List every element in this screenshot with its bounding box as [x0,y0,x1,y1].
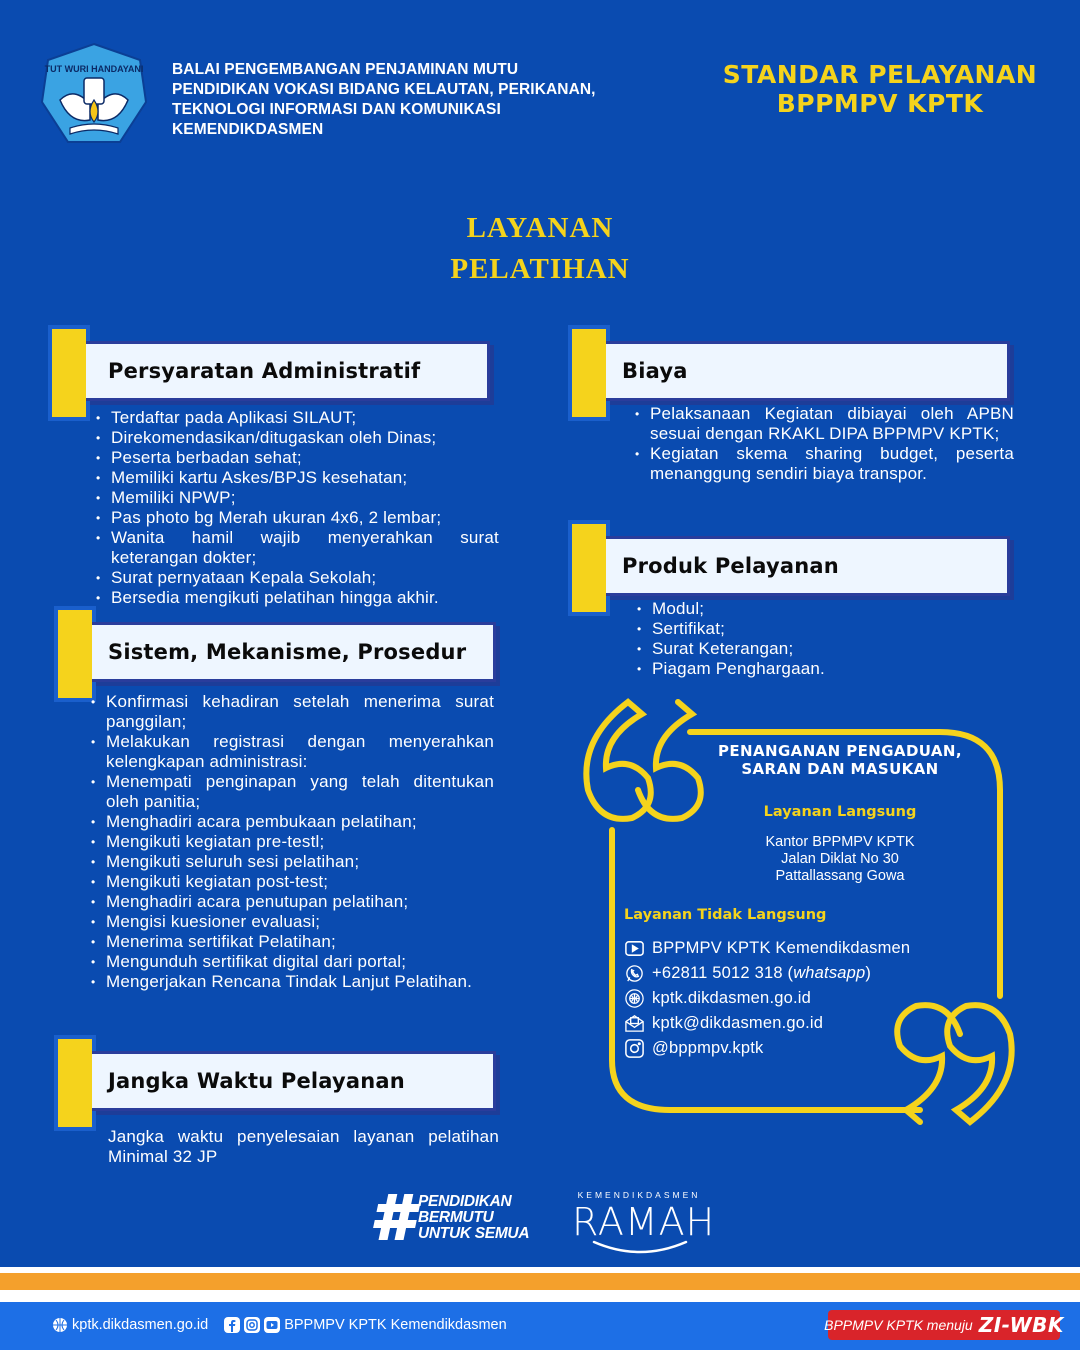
slogan-line: UNTUK SEMUA [418,1225,530,1242]
contact-whatsapp[interactable] [624,961,910,986]
footer-social-handle[interactable]: BPPMPV KPTK Kemendikdasmen [284,1317,507,1333]
section-header-box [92,622,496,682]
slogan-line: BERMUTU [418,1209,494,1226]
list-item: • Mengikuti seluruh sesi pelatihan; [91,852,494,872]
list-item: • Surat pernyataan Kepala Sekolah; [96,568,499,588]
slogan-line: PENDIDIKAN [418,1193,512,1210]
sistem-list [91,692,494,992]
section-title: Sistem, Mekanisme, Prosedur [108,640,467,664]
org-line: BALAI PENGEMBANGAN PENJAMINAN MUTU [172,61,519,78]
list-item: • Piagam Penghargaan. [637,659,1016,679]
indirect-service-label: Layanan Tidak Langsung [624,907,827,923]
footer-stripe [0,1290,1080,1302]
section-header-box [92,1051,496,1111]
youtube-icon [624,938,645,959]
instagram-icon [624,1038,645,1059]
address-line: Kantor BPPMPV KPTK [765,834,915,850]
list-item: • Menghadiri acara pembukaan pelatihan; [91,812,494,832]
contact-email[interactable] [624,1011,910,1036]
contact-text: kptk@dikdasmen.go.id [652,1014,824,1032]
list-item: • Mengunduh sertifikat digital dari portal; [91,952,494,972]
instagram-icon[interactable] [244,1317,260,1333]
accent-bar [572,524,606,612]
org-line: PENDIDIKAN VOKASI BIDANG KELAUTAN, PERIKANAN, [172,81,596,98]
contact-text-italic: whatsapp [793,964,866,982]
contact-youtube[interactable] [624,936,910,961]
list-item: • Direkomendasikan/ditugaskan oleh Dinas; [96,428,499,448]
title-line: LAYANAN [466,212,614,244]
footer-website-link[interactable]: kptk.dikdasmen.go.id [72,1317,209,1333]
list-item: • Menempati penginapan yang telah ditentukan oleh panitia; [91,772,494,812]
section-title: Biaya [622,359,688,383]
list-item: • Modul; [637,599,1016,619]
accent-bar [58,610,92,698]
address-line: Pattallassang Gowa [775,868,905,884]
section-title: Jangka Waktu Pelayanan [108,1069,405,1093]
footer-stripe-orange [0,1273,1080,1290]
facebook-icon[interactable] [224,1317,240,1333]
persyaratan-list [96,408,499,608]
org-line: TEKNOLOGI INFORMASI DAN KOMUNIKASI [172,101,501,118]
complaint-title [700,742,980,778]
complaint-title-line: PENANGANAN PENGADUAN, [718,742,962,760]
direct-service-label: Layanan Langsung [763,804,917,820]
complaint-title-line: SARAN DAN MASUKAN [741,760,939,778]
section-title: Persyaratan Administratif [108,359,421,383]
list-item: • Wanita hamil wajib menyerahkan surat keterangan dokter; [96,528,499,568]
mail-icon [624,1013,645,1034]
list-item: • Konfirmasi kehadiran setelah menerima surat panggilan; [91,692,494,732]
list-item: • Mengikuti kegiatan post-test; [91,872,494,892]
contact-text: kptk.dikdasmen.go.id [652,989,812,1007]
list-item: • Kegiatan skema sharing budget, peserta menanggung sendiri biaya transpor. [635,444,1014,484]
ramah-smile-icon [590,1240,690,1254]
title-line: PELATIHAN [450,253,630,285]
contact-website[interactable] [624,986,910,1011]
badge-text: BPPMPV KPTK menuju [824,1317,973,1333]
contact-list [624,936,910,1061]
contact-text: +62811 5012 318 ( [652,964,794,982]
badge-bold-text: ZI-WBK [978,1313,1064,1337]
youtube-icon[interactable] [264,1317,280,1333]
list-item: • Menerima sertifikat Pelatihan; [91,932,494,952]
ramah-logo-caption: KEMENDIKDASMEN [577,1190,701,1200]
list-item: • Pas photo bg Merah ukuran 4x6, 2 lembar; [96,508,499,528]
list-item: • Terdaftar pada Aplikasi SILAUT; [96,408,499,428]
whatsapp-icon [624,963,645,984]
section-title: Produk Pelayanan [622,554,839,578]
contact-text: BPPMPV KPTK Kemendikdasmen [652,939,911,957]
list-item: • Peserta berbadan sehat; [96,448,499,468]
office-address [700,834,980,885]
section-header-box [606,536,1010,596]
globe-icon [52,1317,68,1333]
footer-links [52,1317,507,1333]
list-item: • Mengikuti kegiatan pre-testl; [91,832,494,852]
contact-text-suffix: ) [865,964,872,982]
accent-bar [572,329,606,417]
list-item: • Memiliki kartu Askes/BPJS kesehatan; [96,468,499,488]
ramah-logo: RAMAH [572,1200,716,1244]
org-line: KEMENDIKDASMEN [172,121,324,138]
list-item: • Surat Keterangan; [637,639,1016,659]
organization-name [172,60,642,140]
produk-list [637,599,1016,679]
accent-bar [52,329,86,417]
list-item: • Mengisi kuesioner evaluasi; [91,912,494,932]
address-line: Jalan Diklat No 30 [781,851,899,867]
logo-text: TUT WURI HANDAYANI [44,64,144,74]
standard-line: STANDAR PELAYANAN [722,60,1038,89]
list-item: • Menghadiri acara penutupan pelatihan; [91,892,494,912]
section-header-box [606,341,1010,401]
standard-line: BPPMPV KPTK [776,89,984,118]
list-item: • Melakukan registrasi dengan menyerahkan kelengkapan administrasi: [91,732,494,772]
list-item: • Bersedia mengikuti pelatihan hingga akhir. [96,588,499,608]
list-item: • Sertifikat; [637,619,1016,639]
list-item: • Pelaksanaan Kegiatan dibiayai oleh APBN sesuai dengan RKAKL DIPA BPPMPV KPTK; [635,404,1014,444]
page-title [340,208,740,290]
contact-text: @bppmpv.kptk [652,1039,764,1057]
globe-icon [624,988,645,1009]
hashtag-slogan [418,1194,558,1242]
standard-heading [700,60,1060,118]
section-header-box [86,341,490,401]
accent-bar [58,1039,92,1127]
list-item: • Mengerjakan Rencana Tindak Lanjut Pelatihan. [91,972,494,992]
tut-wuri-handayani-logo [40,42,148,150]
jangka-text: Jangka waktu penyelesaian layanan pelatihan Minimal 32 JP [108,1127,499,1166]
contact-instagram[interactable] [624,1036,910,1061]
biaya-list [635,404,1014,484]
zi-wbk-badge [824,1310,1064,1340]
hashtag-icon [366,1186,426,1246]
list-item: • Memiliki NPWP; [96,488,499,508]
